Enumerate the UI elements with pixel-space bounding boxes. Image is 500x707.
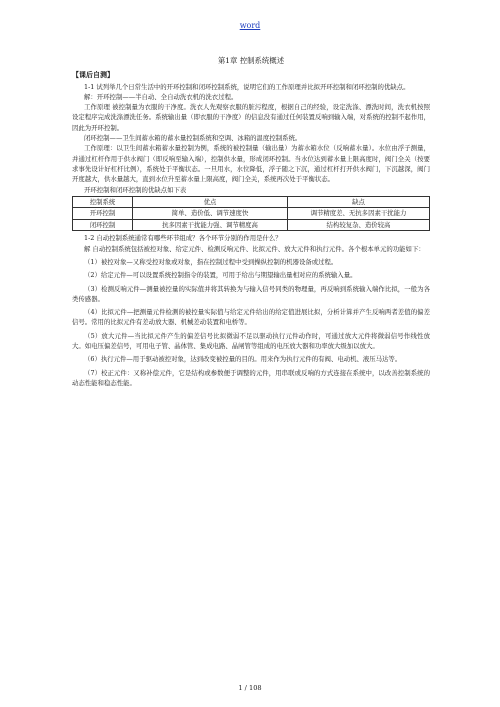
document-body: [72, 56, 430, 388]
table-row: [73, 219, 430, 231]
chapter-title: 第1章 控制系统概述: [217, 56, 285, 65]
list-item: （5）放大元件—当比拟元件产生的偏差信号比拟微弱不足以驱动执行元件动作时，可通过放大元件将微弱信号作线性放大。如电压偏差信号，可用电子管、晶体管、集成电路、晶闸管等组成的电压放大器和功率放大级加以放大。: [72, 331, 430, 351]
page-number: 1 / 108: [238, 684, 262, 692]
table-header-cell: 控制系统: [73, 196, 133, 208]
table-header-row: [73, 196, 430, 208]
question-2: 1-2 自动控制系统通常有哪些环节组成？各个环节分别的作用是什么？: [84, 234, 282, 243]
closed-loop-principle: 工作原理：以卫生间蓄水箱蓄水量控制为例，系统的被控制量（输出量）为蓄水箱水位（反响蓄水量）。水位由浮子测量，并通过杠杆作用于供水阀门（即反响至输入端），控制供水量，形成闭环控制。当水位达到蓄水量上限高度时，阀门全关（按要求事先设计好杠杆比例），系统处于平衡状态。一旦用水，水位降低，浮子随之下沉，通过杠杆打开供水阀门，下沉越深，阀门开度越大，供水量越大，直到水位升至蓄水量上限高度，阀门全关，系统再次处于平衡状态。: [72, 144, 430, 184]
table-caption: 开环控制和闭环控制的优缺点如下表: [84, 185, 187, 194]
section-heading: 【课后自测】: [72, 70, 114, 80]
header-word-link[interactable]: word: [239, 21, 261, 30]
table-cell: 结构较复杂、造价较高: [288, 219, 430, 231]
table-row: [73, 208, 430, 220]
comparison-table: [72, 196, 430, 232]
table-cell: 简单、造价低、调节速度快: [133, 208, 288, 220]
table-cell: 抗多因素干扰能力强、调节精度高: [133, 219, 288, 231]
table-header-cell: 优点: [133, 196, 288, 208]
question-1: 1-1 试列举几个日常生活中的开环控制和闭环控制系统，说明它们的工作原理并比拟开环控制和闭环控制的优缺点。: [84, 82, 410, 91]
table-cell: 开环控制: [73, 208, 133, 220]
table-cell: 闭环控制: [73, 219, 133, 231]
list-item: （3）检测反响元件—测量被控量的实际值并将其转换为与输入信号同类的物理量，再反响到系统输入端作比拟，一般为各类传感器。: [72, 284, 430, 303]
list-item: （4）比拟元件—把测量元件检测的被控量实际值与给定元件给出的给定值进展比拟，分析计算并产生反响两者差值的偏差信号。常用的比拟元件有差动放大器、机械差动装置和电桥等。: [72, 308, 430, 327]
list-item: （1）被控对象—又称受控对象或对象，指在控制过程中受到操纵控制的机器设备或过程。: [84, 257, 338, 266]
answer-2-intro: 解 自动控制系统包括被控对象、给定元件、检测反响元件、比拟元件、放大元件和执行元件。各个根本单元的功能如下：: [84, 244, 425, 253]
table-cell: 调节精度差、无抗多因素干扰能力: [288, 208, 430, 220]
table-header-cell: 缺点: [288, 196, 430, 208]
open-loop-principle: 工作原理 被控制量为衣服的干净度。洗衣人先观察衣服的脏污程度，根据自己的经验，设定洗涤、漂洗时间，洗衣机按照设定程序完成洗涤漂洗任务。系统输出量（即衣服的干净度）的信息没有通过任何装置反响到输入端，对系统的控制不起作用，因此为开环控制。: [72, 103, 430, 132]
list-item: （7）校正元件：又称补偿元件，它是结构或参数便于调整的元件，用串联或反响的方式连接在系统中，以改善控制系统的动态性能和稳态性能。: [72, 368, 430, 387]
answer-1-intro: 解：开环控制——半自动、全自动洗衣机的洗衣过程。: [84, 92, 238, 101]
list-item: （6）执行元件—用于驱动被控对象，达到改变被控量的目的。用来作为执行元件的有阀、电动机、液压马达等。: [84, 355, 402, 364]
list-item: （2）给定元件—可以设置系统控制指令的装置，可用于给出与期望输出量相对应的系统输入量。: [84, 271, 357, 280]
closed-loop-intro: 闭环控制——卫生间蓄水箱的蓄水量控制系统和空调、冰箱的温度控制系统。: [84, 134, 302, 143]
